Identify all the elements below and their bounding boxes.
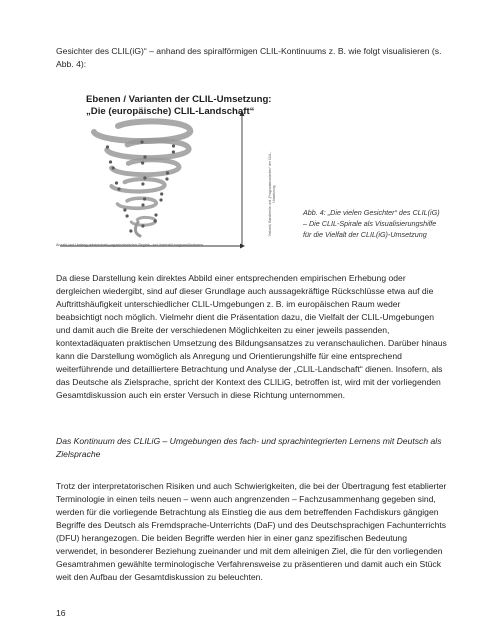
horizontal-axis-label: Anzahl und Umfang administrativ-organisatorischer Begleit- und Unterstützungsmaßnahmen (56, 243, 204, 247)
figure-caption: Abb. 4: „Die vielen Gesichter“ des CLIL(iG) – Die CLIL-Spirale als Visualisierungshilfe für die Vielfalt der CLIL(iG)-Umsetzung (303, 208, 440, 239)
spiral-dot (141, 224, 144, 227)
section-heading: Das Kontinuum des CLILiG – Umgebungen des fach- und sprachintegrierten Lernens mit Deutsch als Zielsprache (56, 436, 442, 459)
spiral-dot (159, 198, 162, 201)
spiral-dot (129, 229, 132, 232)
spiral-dot (154, 213, 157, 216)
page-number: 16 (56, 608, 66, 618)
horizontal-axis-arrow (240, 244, 245, 249)
spiral-dot (126, 214, 129, 217)
spiral-coil (117, 198, 156, 208)
spiral-dot (141, 182, 144, 185)
vertical-axis-label: Vielzahl, Bandbreite und „Programmvarianten“ der CLIL-Umsetzung (268, 151, 277, 237)
spiral-dot (140, 140, 143, 143)
spiral-coils (94, 121, 190, 236)
spiral-dot (109, 160, 112, 163)
figure-title-line2: „Die (europäische) CLIL-Landschaft“ (86, 106, 255, 117)
spiral-dot (143, 176, 146, 179)
spiral-dot (166, 171, 169, 174)
intro-text: Gesichter des CLIL(iG)“ – anhand des spiralförmigen CLIL-Kontinuums z. B. wie folgt visualisieren (s. Abb. 4): (56, 46, 442, 69)
spiral-dot (143, 197, 146, 200)
spiral-dot (160, 192, 163, 195)
spiral-dot (154, 219, 157, 222)
paragraph-1: Da diese Darstellung kein direktes Abbild einer entsprechenden empirischen Erhebung oder dergleichen wiedergibt, sind auf dieser Grundlage auch aussagekräftige Rückschlüsse etwa auf die Auftrittshäufigkeit unterschiedlicher CLIL-Umgebungen z. B. im europäischen Raum weder beabsichtigt noch möglich. Vielmehr dient die Präsentation dazu, die Vielfalt der CLIL-Umgebungen und damit auch die Breite der verschiedenen Möglichkeiten zu einer jeweils passenden, kontextadäquaten praktischen Umsetzung des Bildungsansatzes zu veranschaulichen. Darüber hinaus kann die Darstellung womöglich als Anregung und Orientierungshilfe für eine entsprechend weiterführende und detailliertere Betrachtung und Analyse der „CLIL-Landschaft“ dienen. Insofern, als das Deutsche als Zielsprache, spricht der Kontext des CLILiG, betroffen ist, wird mit der vorliegenden Gesamtdiskussion auch ein erster Versuch in diese Richtung unternommen. (56, 273, 447, 400)
spiral-dot (112, 166, 115, 169)
spiral-dot (117, 187, 120, 190)
spiral-dot (141, 203, 144, 206)
spiral-coil (107, 141, 189, 158)
spiral-dot (123, 208, 126, 211)
spiral-figure (56, 88, 292, 256)
spiral-dot (106, 145, 109, 148)
spiral-dot (172, 150, 175, 153)
spiral-dot (141, 161, 144, 164)
spiral-coil (94, 121, 190, 141)
spiral-dot (165, 177, 168, 180)
paragraph-2: Trotz der interpretatorischen Risiken und auch Schwierigkeiten, die bei der Übertragung fest etablierter Terminologie in einen teils neuen – wenn auch angrenzenden – Fachzusammenhang gegeben sind, werden für die vorliegende Betrachtung als Einstieg die aus dem betreffenden Fachdiskurs gängigen Begriffe des Deutsch als Fremdsprache-Unterrichts (DaF) und des Deutschsprachigen Fachunterrichts (DFU) herangezogen. Die beiden Begriffe werden hier in einer ganz spezifischen Bedeutung verwendet, in besonderer Beziehung zueinander und mit dem alleinigen Ziel, die für den vorliegenden Gesamtrahmen gewählte terminologische Verfahrensweise zu präsentieren und damit auch ein Stück weit den Aufbau der Gesamtdiskussion zu beleuchten. (56, 481, 447, 582)
spiral-coil (131, 217, 155, 225)
spiral-dot (172, 144, 175, 147)
spiral-dot (143, 155, 146, 158)
figure-title (86, 94, 272, 118)
spiral-dot (115, 181, 118, 184)
figure-title-line1: Ebenen / Varianten der CLIL-Umsetzung: (86, 94, 272, 105)
